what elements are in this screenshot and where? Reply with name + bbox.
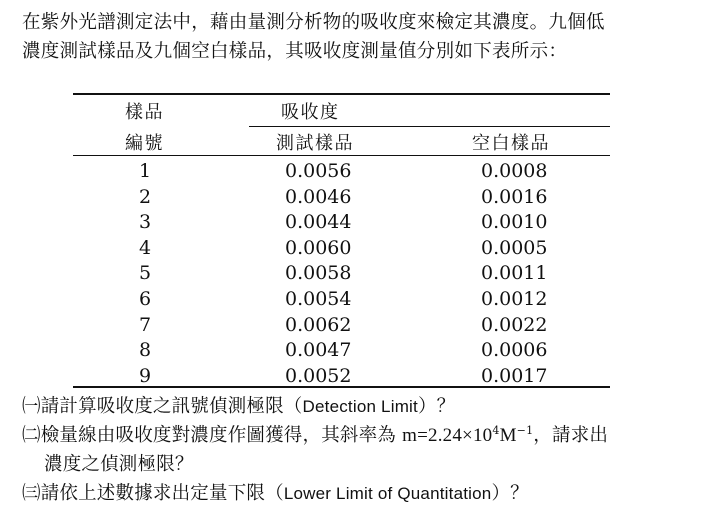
question-1-suffix: ）？	[417, 396, 456, 417]
cell-sample-number: 9	[138, 364, 152, 387]
question-2-exponent-2: −1	[516, 424, 534, 437]
table-row	[73, 313, 610, 339]
cell-test-absorbance: 0.0044	[285, 211, 352, 234]
table-top-rule	[73, 93, 610, 95]
cell-blank-absorbance: 0.0006	[481, 339, 548, 362]
cell-sample-number: 8	[138, 339, 152, 362]
intro-line-2: 濃度測試樣品及九個空白樣品，其吸收度測量值分別如下表所示：	[22, 41, 568, 62]
cell-blank-absorbance: 0.0017	[481, 364, 548, 387]
question-2-exponent-1: 4	[492, 424, 500, 437]
question-3-suffix: ）？	[491, 483, 529, 504]
table-header-rule	[73, 155, 610, 156]
cell-blank-absorbance: 0.0005	[481, 236, 548, 259]
cell-blank-absorbance: 0.0012	[481, 287, 548, 310]
cell-test-absorbance: 0.0060	[285, 236, 352, 259]
table-row	[73, 185, 610, 211]
cell-test-absorbance: 0.0054	[285, 287, 352, 310]
cell-test-absorbance: 0.0047	[285, 339, 352, 362]
table-body	[73, 159, 610, 389]
cell-blank-absorbance: 0.0010	[481, 211, 548, 234]
problem-intro	[22, 8, 712, 66]
question-2-prefix: ㈡檢量線由吸收度對濃度作圖獲得，其斜率為	[22, 425, 403, 446]
header-number: 編號	[125, 133, 164, 154]
cell-test-absorbance: 0.0052	[285, 364, 352, 387]
cell-sample-number: 7	[138, 313, 152, 336]
question-2-unit: M	[499, 425, 517, 446]
cell-blank-absorbance: 0.0016	[481, 185, 548, 208]
question-1-prefix: ㈠請計算吸收度之訊號偵測極限（	[22, 396, 303, 417]
cell-test-absorbance: 0.0062	[285, 313, 352, 336]
cell-test-absorbance: 0.0056	[285, 160, 352, 182]
table-group-rule	[249, 126, 610, 127]
header-blank-sample: 空白樣品	[472, 133, 550, 154]
table-row	[73, 364, 610, 390]
cell-test-absorbance: 0.0058	[285, 262, 352, 285]
table-row	[73, 261, 610, 287]
table-row	[73, 159, 610, 185]
cell-sample-number: 2	[138, 185, 152, 208]
cell-blank-absorbance: 0.0011	[481, 262, 548, 285]
question-1	[22, 392, 717, 421]
header-sample: 樣品	[125, 102, 164, 123]
question-3	[22, 479, 717, 508]
question-2-slope: m=2.24×10	[402, 425, 493, 446]
header-test-sample: 測試樣品	[276, 133, 354, 154]
cell-sample-number: 1	[138, 160, 152, 182]
cell-blank-absorbance: 0.0008	[481, 160, 548, 182]
cell-sample-number: 3	[138, 211, 152, 234]
intro-line-1: 在紫外光譜測定法中，藉由量測分析物的吸收度來檢定其濃度。九個低	[22, 12, 605, 33]
question-2-line-2: 濃度之偵測極限？	[44, 454, 194, 475]
table-row	[73, 338, 610, 364]
cell-sample-number: 5	[138, 262, 152, 285]
table-row	[73, 236, 610, 262]
cell-sample-number: 6	[138, 287, 152, 310]
question-1-term: Detection Limit	[302, 397, 418, 416]
cell-blank-absorbance: 0.0022	[481, 313, 548, 336]
question-3-prefix: ㈢請依上述數據求出定量下限（	[22, 483, 284, 504]
question-3-term: Lower Limit of Quantitation	[283, 484, 492, 503]
table-row	[73, 287, 610, 313]
questions	[22, 392, 717, 508]
question-2-suffix: ，請求出	[533, 425, 609, 446]
cell-sample-number: 4	[138, 236, 152, 259]
cell-test-absorbance: 0.0046	[285, 185, 352, 208]
header-absorbance: 吸收度	[281, 102, 340, 123]
question-2	[22, 421, 717, 450]
table-row	[73, 210, 610, 236]
